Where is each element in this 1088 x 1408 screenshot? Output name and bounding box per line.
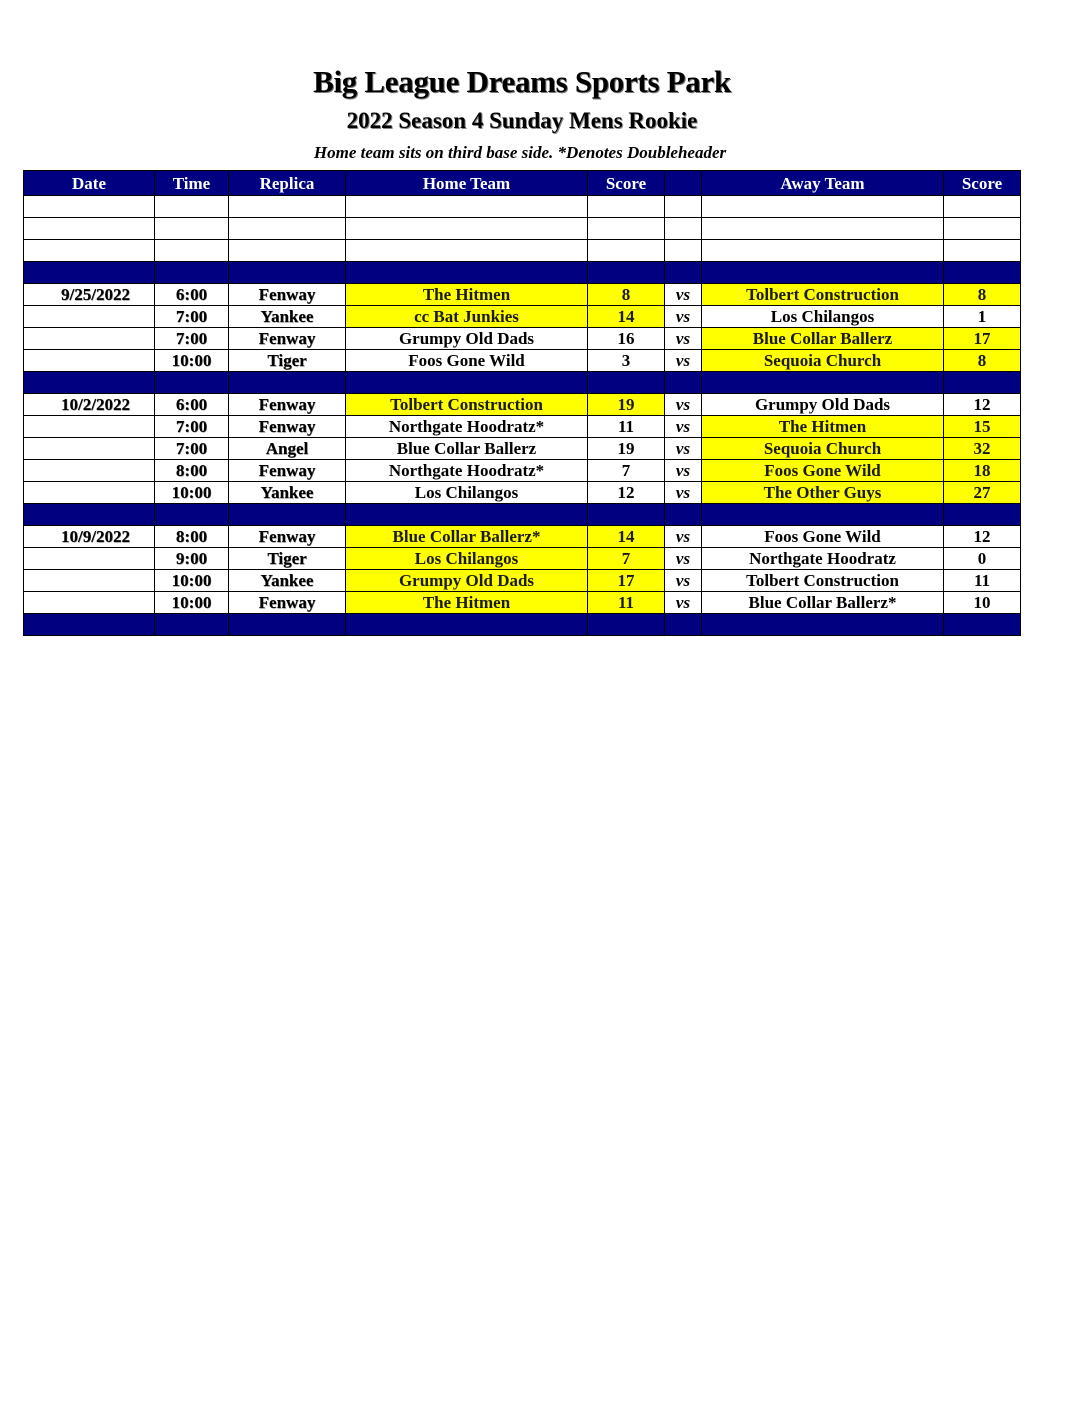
game-row: [24, 438, 1021, 460]
home-team: Blue Collar Ballerz: [346, 438, 588, 460]
game-replica: Fenway: [229, 394, 346, 416]
week-separator: [24, 262, 1021, 284]
empty-cell: [944, 240, 1021, 262]
home-team: Grumpy Old Dads: [346, 570, 588, 592]
empty-cell: [24, 504, 155, 526]
home-score: 7: [588, 460, 665, 482]
vs-label: vs: [665, 306, 702, 328]
away-team: Blue Collar Ballerz*: [702, 592, 944, 614]
home-score: 11: [588, 416, 665, 438]
game-row: [24, 482, 1021, 504]
empty-cell: [944, 262, 1021, 284]
away-score: 12: [944, 526, 1021, 548]
schedule-table: [23, 170, 1021, 636]
empty-cell: [944, 372, 1021, 394]
home-team: The Hitmen: [346, 592, 588, 614]
col-replica: Replica: [229, 171, 346, 196]
away-score: 12: [944, 394, 1021, 416]
game-time: 8:00: [155, 526, 229, 548]
game-replica: Yankee: [229, 570, 346, 592]
empty-cell: [229, 240, 346, 262]
empty-cell: [944, 504, 1021, 526]
empty-cell: [665, 196, 702, 218]
empty-cell: [588, 504, 665, 526]
home-score: 8: [588, 284, 665, 306]
game-time: 8:00: [155, 460, 229, 482]
empty-cell: [155, 218, 229, 240]
col-date: Date: [24, 171, 155, 196]
game-row: [24, 350, 1021, 372]
home-team: Tolbert Construction: [346, 394, 588, 416]
empty-cell: [944, 196, 1021, 218]
col-time: Time: [155, 171, 229, 196]
home-score: 14: [588, 306, 665, 328]
away-team: The Hitmen: [702, 416, 944, 438]
game-time: 7:00: [155, 438, 229, 460]
away-score: 0: [944, 548, 1021, 570]
home-team: Northgate Hoodratz*: [346, 460, 588, 482]
vs-label: vs: [665, 482, 702, 504]
game-date: [24, 350, 155, 372]
week-separator: [24, 614, 1021, 636]
home-score: 16: [588, 328, 665, 350]
empty-cell: [155, 196, 229, 218]
away-team: The Other Guys: [702, 482, 944, 504]
away-team: Grumpy Old Dads: [702, 394, 944, 416]
away-score: 27: [944, 482, 1021, 504]
empty-cell: [702, 504, 944, 526]
home-team: Blue Collar Ballerz*: [346, 526, 588, 548]
game-row: [24, 284, 1021, 306]
vs-label: vs: [665, 570, 702, 592]
vs-label: vs: [665, 592, 702, 614]
away-score: 17: [944, 328, 1021, 350]
away-team: Blue Collar Ballerz: [702, 328, 944, 350]
game-replica: Tiger: [229, 548, 346, 570]
empty-cell: [229, 262, 346, 284]
week-separator: [24, 504, 1021, 526]
home-team: Foos Gone Wild: [346, 350, 588, 372]
col-home-team: Home Team: [346, 171, 588, 196]
vs-label: vs: [665, 548, 702, 570]
empty-cell: [24, 218, 155, 240]
game-date: [24, 548, 155, 570]
empty-cell: [588, 262, 665, 284]
away-score: 11: [944, 570, 1021, 592]
game-row: [24, 416, 1021, 438]
game-replica: Fenway: [229, 460, 346, 482]
empty-cell: [24, 262, 155, 284]
game-time: 9:00: [155, 548, 229, 570]
game-time: 7:00: [155, 328, 229, 350]
game-row: [24, 328, 1021, 350]
game-replica: Fenway: [229, 328, 346, 350]
col-vs: [665, 171, 702, 196]
empty-cell: [346, 372, 588, 394]
away-team: Foos Gone Wild: [702, 460, 944, 482]
empty-cell: [944, 614, 1021, 636]
empty-cell: [155, 504, 229, 526]
home-score: 11: [588, 592, 665, 614]
empty-cell: [24, 240, 155, 262]
col-away-team: Away Team: [702, 171, 944, 196]
game-time: 7:00: [155, 416, 229, 438]
week-separator: [24, 372, 1021, 394]
game-row: [24, 460, 1021, 482]
away-score: 1: [944, 306, 1021, 328]
game-date: [24, 328, 155, 350]
empty-cell: [702, 218, 944, 240]
game-time: 10:00: [155, 482, 229, 504]
game-date: 9/25/2022: [24, 284, 155, 306]
game-row: [24, 394, 1021, 416]
game-row: [24, 570, 1021, 592]
game-row: [24, 592, 1021, 614]
empty-cell: [24, 196, 155, 218]
game-time: 10:00: [155, 570, 229, 592]
game-time: 7:00: [155, 306, 229, 328]
away-team: Tolbert Construction: [702, 284, 944, 306]
empty-cell: [346, 614, 588, 636]
vs-label: vs: [665, 394, 702, 416]
game-replica: Fenway: [229, 416, 346, 438]
header-row: [24, 171, 1021, 196]
home-score: 19: [588, 394, 665, 416]
home-team: Los Chilangos: [346, 548, 588, 570]
empty-cell: [155, 262, 229, 284]
empty-cell: [229, 196, 346, 218]
empty-cell: [229, 504, 346, 526]
game-date: 10/2/2022: [24, 394, 155, 416]
game-date: [24, 482, 155, 504]
empty-cell: [155, 240, 229, 262]
empty-cell: [702, 262, 944, 284]
away-score: 8: [944, 350, 1021, 372]
home-team: cc Bat Junkies: [346, 306, 588, 328]
empty-cell: [346, 504, 588, 526]
game-date: 10/9/2022: [24, 526, 155, 548]
empty-cell: [665, 504, 702, 526]
empty-cell: [665, 614, 702, 636]
empty-cell: [702, 240, 944, 262]
game-time: 10:00: [155, 592, 229, 614]
game-replica: Fenway: [229, 284, 346, 306]
home-team: Grumpy Old Dads: [346, 328, 588, 350]
away-team: Sequoia Church: [702, 350, 944, 372]
vs-label: vs: [665, 526, 702, 548]
empty-cell: [346, 262, 588, 284]
blank-row: [24, 218, 1021, 240]
home-score: 14: [588, 526, 665, 548]
game-time: 6:00: [155, 394, 229, 416]
game-replica: Yankee: [229, 482, 346, 504]
game-date: [24, 570, 155, 592]
empty-cell: [588, 196, 665, 218]
away-score: 10: [944, 592, 1021, 614]
blank-row: [24, 196, 1021, 218]
home-score: 3: [588, 350, 665, 372]
empty-cell: [665, 218, 702, 240]
home-score: 17: [588, 570, 665, 592]
empty-cell: [702, 372, 944, 394]
game-replica: Tiger: [229, 350, 346, 372]
vs-label: vs: [665, 284, 702, 306]
empty-cell: [346, 196, 588, 218]
away-score: 8: [944, 284, 1021, 306]
empty-cell: [588, 372, 665, 394]
game-row: [24, 526, 1021, 548]
game-row: [24, 306, 1021, 328]
empty-cell: [944, 218, 1021, 240]
away-team: Sequoia Church: [702, 438, 944, 460]
game-date: [24, 592, 155, 614]
game-replica: Fenway: [229, 526, 346, 548]
empty-cell: [24, 372, 155, 394]
game-date: [24, 306, 155, 328]
page-title: Big League Dreams Sports Park: [313, 64, 731, 99]
away-score: 32: [944, 438, 1021, 460]
home-score: 12: [588, 482, 665, 504]
schedule-note: Home team sits on third base side. *Denotes Doubleheader: [313, 143, 727, 162]
home-team: Los Chilangos: [346, 482, 588, 504]
empty-cell: [665, 262, 702, 284]
col-home-score: Score: [588, 171, 665, 196]
away-score: 18: [944, 460, 1021, 482]
empty-cell: [588, 240, 665, 262]
game-time: 6:00: [155, 284, 229, 306]
game-replica: Yankee: [229, 306, 346, 328]
away-score: 15: [944, 416, 1021, 438]
game-date: [24, 438, 155, 460]
vs-label: vs: [665, 328, 702, 350]
game-row: [24, 548, 1021, 570]
empty-cell: [702, 614, 944, 636]
empty-cell: [24, 614, 155, 636]
empty-cell: [229, 218, 346, 240]
vs-label: vs: [665, 438, 702, 460]
game-date: [24, 460, 155, 482]
empty-cell: [346, 218, 588, 240]
empty-cell: [665, 372, 702, 394]
vs-label: vs: [665, 416, 702, 438]
empty-cell: [588, 614, 665, 636]
vs-label: vs: [665, 350, 702, 372]
col-away-score: Score: [944, 171, 1021, 196]
game-replica: Angel: [229, 438, 346, 460]
away-team: Los Chilangos: [702, 306, 944, 328]
home-team: Northgate Hoodratz*: [346, 416, 588, 438]
game-time: 10:00: [155, 350, 229, 372]
page-subtitle: 2022 Season 4 Sunday Mens Rookie: [346, 108, 698, 133]
game-replica: Fenway: [229, 592, 346, 614]
empty-cell: [588, 218, 665, 240]
away-team: Northgate Hoodratz: [702, 548, 944, 570]
home-score: 7: [588, 548, 665, 570]
vs-label: vs: [665, 460, 702, 482]
empty-cell: [155, 614, 229, 636]
empty-cell: [229, 614, 346, 636]
away-team: Tolbert Construction: [702, 570, 944, 592]
blank-row: [24, 240, 1021, 262]
empty-cell: [155, 372, 229, 394]
empty-cell: [702, 196, 944, 218]
home-score: 19: [588, 438, 665, 460]
game-date: [24, 416, 155, 438]
away-team: Foos Gone Wild: [702, 526, 944, 548]
empty-cell: [346, 240, 588, 262]
empty-cell: [229, 372, 346, 394]
empty-cell: [665, 240, 702, 262]
home-team: The Hitmen: [346, 284, 588, 306]
